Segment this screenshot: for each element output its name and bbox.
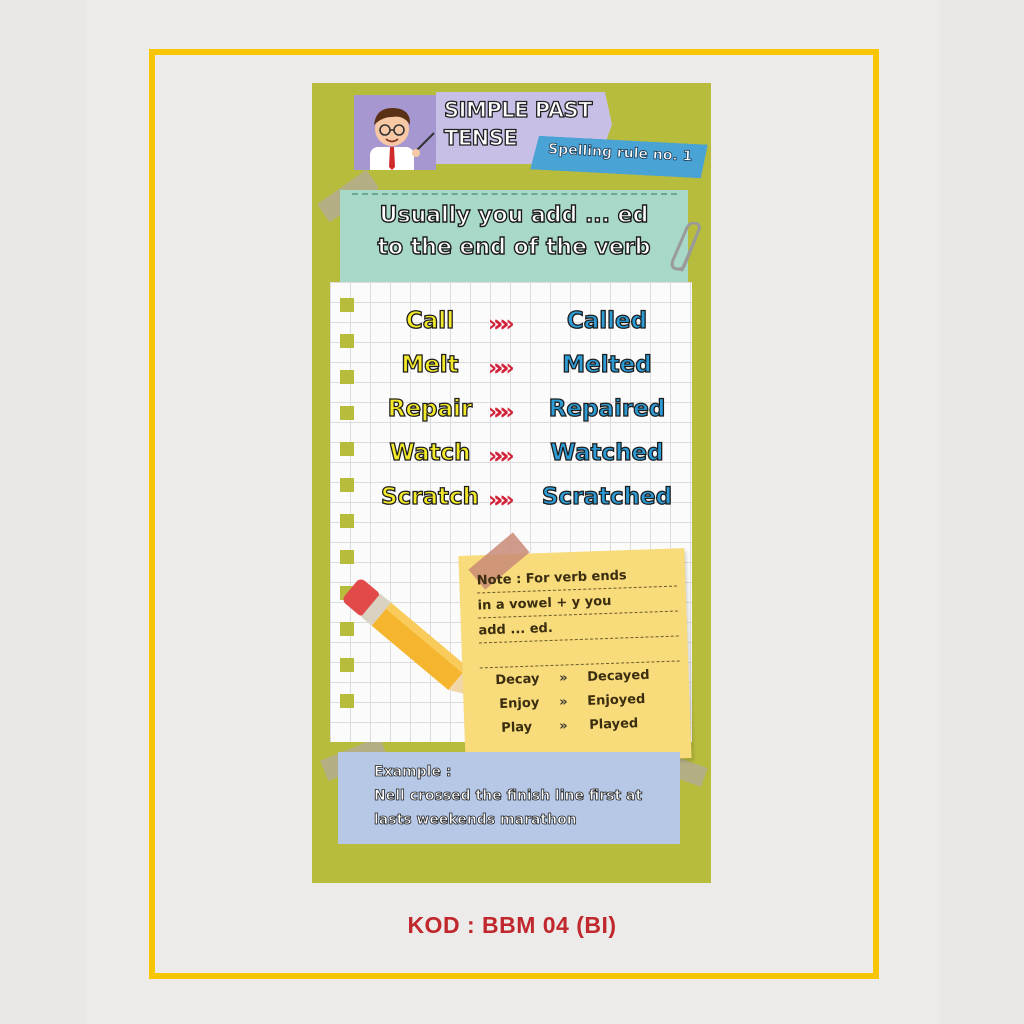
headline-line-1: Usually you add ... ed [379, 203, 649, 228]
note-past-verb: Decayed [586, 667, 650, 685]
past-verb: Watched [550, 440, 664, 466]
arrow-icon: »»» [488, 400, 507, 425]
note-base-verb: Decay [495, 671, 540, 689]
verb-row [370, 396, 690, 436]
arrow-icon: » [559, 694, 568, 710]
verb-row [370, 484, 690, 524]
title-line-2: TENSE [444, 126, 518, 150]
rule-tag-label: Spelling rule no. 1 [547, 141, 693, 165]
past-verb: Repaired [548, 396, 666, 422]
base-verb: Call [405, 308, 455, 334]
note-past-verb: Enjoyed [586, 691, 646, 709]
verb-row [370, 440, 690, 480]
arrow-icon: »»» [488, 312, 507, 337]
note-line-3: add ... ed. [478, 612, 679, 644]
verb-row [370, 352, 690, 392]
arrow-icon: » [559, 670, 568, 686]
note-text [476, 562, 679, 669]
headline [340, 200, 688, 264]
example-line-1: Nell crossed the finish line first at [374, 788, 643, 804]
headline-line-2: to the end of the verb [377, 235, 651, 260]
past-verb: Called [566, 308, 648, 334]
teacher-avatar-icon [354, 95, 436, 170]
example-text [374, 760, 674, 832]
example-line-2: lasts weekends marathon [374, 812, 577, 828]
product-code-caption: KOD : BBM 04 (BI) [407, 912, 617, 938]
verb-row [370, 308, 690, 348]
past-verb: Scratched [541, 484, 673, 510]
note-base-verb: Enjoy [499, 695, 540, 712]
paperclip-icon [668, 222, 708, 274]
title-line-1: SIMPLE PAST [444, 98, 592, 122]
note-line-2: in a vowel + y you [477, 587, 678, 619]
base-verb: Repair [387, 396, 473, 422]
base-verb: Watch [389, 440, 471, 466]
arrow-icon: »»» [488, 488, 507, 513]
note-base-verb: Play [501, 719, 533, 736]
note-line-1: Note : For verb ends [476, 562, 677, 594]
avatar-box [354, 95, 436, 170]
example-label: Example : [374, 764, 452, 780]
arrow-icon: » [559, 718, 568, 734]
past-verb: Melted [562, 352, 652, 378]
headline-dashed-line [352, 193, 677, 195]
arrow-icon: »»» [488, 356, 507, 381]
arrow-icon: »»» [488, 444, 507, 469]
base-verb: Melt [401, 352, 459, 378]
base-verb: Scratch [380, 484, 480, 510]
note-past-verb: Played [588, 716, 639, 733]
